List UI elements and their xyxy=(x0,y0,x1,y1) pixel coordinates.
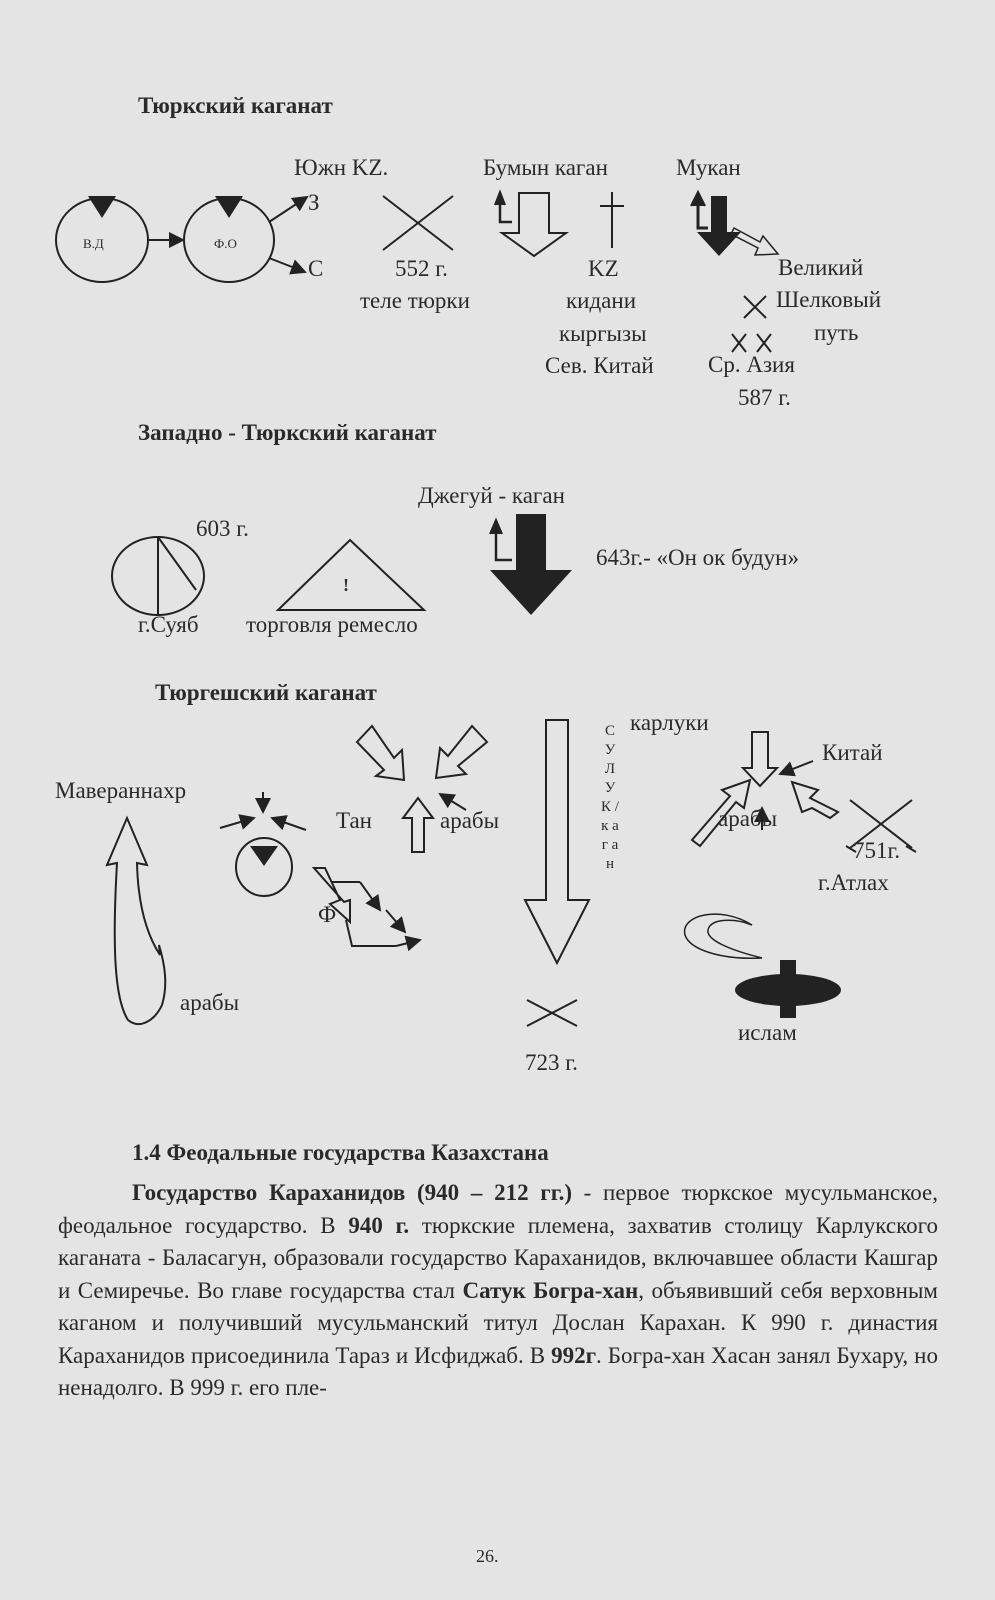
label-tan: Тан xyxy=(336,808,372,833)
islam-symbol-icon xyxy=(735,960,841,1018)
label-islam: ислам xyxy=(738,1020,797,1045)
trade-triangle-icon xyxy=(278,540,424,610)
dzhegui-arrows-icon xyxy=(490,514,572,615)
turgesh-circle-icon xyxy=(236,838,292,896)
paragraph-karakhanids: Государство Караханидов (940 – 212 гг.) - первое тюркское мусульманское, феодальное государство. В 940 г. тюркские племена, захватив столицу Карлукского каганата - Баласагун, образовали государство Караханидов, включавшее области Кашгар и Семиречье. Во главе государства стал Сатук Богра-хан, объявивший себя верховным каганом и получивший мусульманский титул Дослан Карахан. К 990 г. династия Караханидов присоединила Тараз и Исфиджаб. В 992г. Богра-хан Хасан занял Бухару, но ненадолго. В 999 г. его пле- xyxy=(58,1180,938,1400)
label-china: Китай xyxy=(822,740,883,765)
label-arabs-left: арабы xyxy=(180,990,240,1015)
label-suluk-kagan-vertical: С У Л У К / к а г а н xyxy=(601,723,619,872)
section-title-turkic-khaganate: Тюркский каганат xyxy=(138,93,333,118)
label-atlah: г.Атлах xyxy=(818,870,889,895)
label-arabs-center: арабы xyxy=(440,808,500,833)
label-trade-craft: торговля ремесло xyxy=(246,612,418,637)
label-north-china: Сев. Китай xyxy=(545,353,654,378)
label-dzhegui-kagan: Джегуй - каган xyxy=(418,483,565,508)
small-crosses-icon xyxy=(732,296,771,352)
label-arabs-right: арабы xyxy=(718,806,778,831)
label-bumyn-kagan: Бумын каган xyxy=(483,155,608,180)
label-exclamation: ! xyxy=(343,575,349,595)
label-year-552: 552 г. xyxy=(395,256,448,281)
mukan-arrows-icon xyxy=(691,192,778,256)
suluk-cross-icon xyxy=(527,1000,577,1026)
label-kyrgyzy: кыргызы xyxy=(559,321,647,346)
crescent-icon xyxy=(685,914,762,958)
label-mukan: Мукан xyxy=(676,155,741,180)
label-vd: В.Д xyxy=(83,236,104,251)
label-suyab: г.Суяб xyxy=(138,612,199,637)
battle-cross-icon xyxy=(383,196,453,250)
label-kz: KZ xyxy=(588,256,619,281)
label-east: С xyxy=(308,256,324,281)
label-west: З xyxy=(308,190,320,215)
karakhanid-term: Государство Караханидов (940 – 212 гг.) xyxy=(132,1180,572,1205)
section-title-turgesh-khaganate: Тюргешский каганат xyxy=(155,680,377,705)
page-number: 26. xyxy=(476,1546,499,1566)
label-year-723: 723 г. xyxy=(525,1050,578,1075)
section-title-western-turkic-khaganate: Западно - Тюркский каганат xyxy=(138,420,437,445)
label-central-asia: Ср. Азия xyxy=(708,352,795,377)
label-f: Ф xyxy=(318,902,337,927)
death-cross-icon xyxy=(600,192,624,248)
label-road: путь xyxy=(814,320,859,345)
satuk-name: Сатук Богра-хан xyxy=(462,1277,639,1303)
label-year-751: 751г. xyxy=(853,838,901,863)
label-karluki: карлуки xyxy=(630,710,709,735)
label-fo: Ф.О xyxy=(214,236,237,251)
chapter-heading: 1.4 Феодальные государства Казахстана xyxy=(132,1140,549,1165)
suluk-down-arrow-icon xyxy=(525,720,589,963)
label-tele-turki: теле тюрки xyxy=(360,288,470,313)
label-maverannahr: Мавераннахр xyxy=(55,778,187,803)
label-kidani: кидани xyxy=(566,288,637,313)
label-south-kz: Южн KZ. xyxy=(294,155,389,180)
suyab-circle-icon xyxy=(112,537,204,615)
pressure-arrows-icon xyxy=(220,792,306,830)
bumyn-arrows-icon xyxy=(495,192,566,256)
label-great: Великий xyxy=(778,255,864,280)
label-on-ok-budun: 643г.- «Он ок будун» xyxy=(596,545,799,570)
label-silk: Шелковый xyxy=(776,287,882,312)
label-year-587: 587 г. xyxy=(738,385,791,410)
label-year-603: 603 г. xyxy=(196,516,249,541)
maverannahr-arrow-icon xyxy=(107,818,165,1024)
